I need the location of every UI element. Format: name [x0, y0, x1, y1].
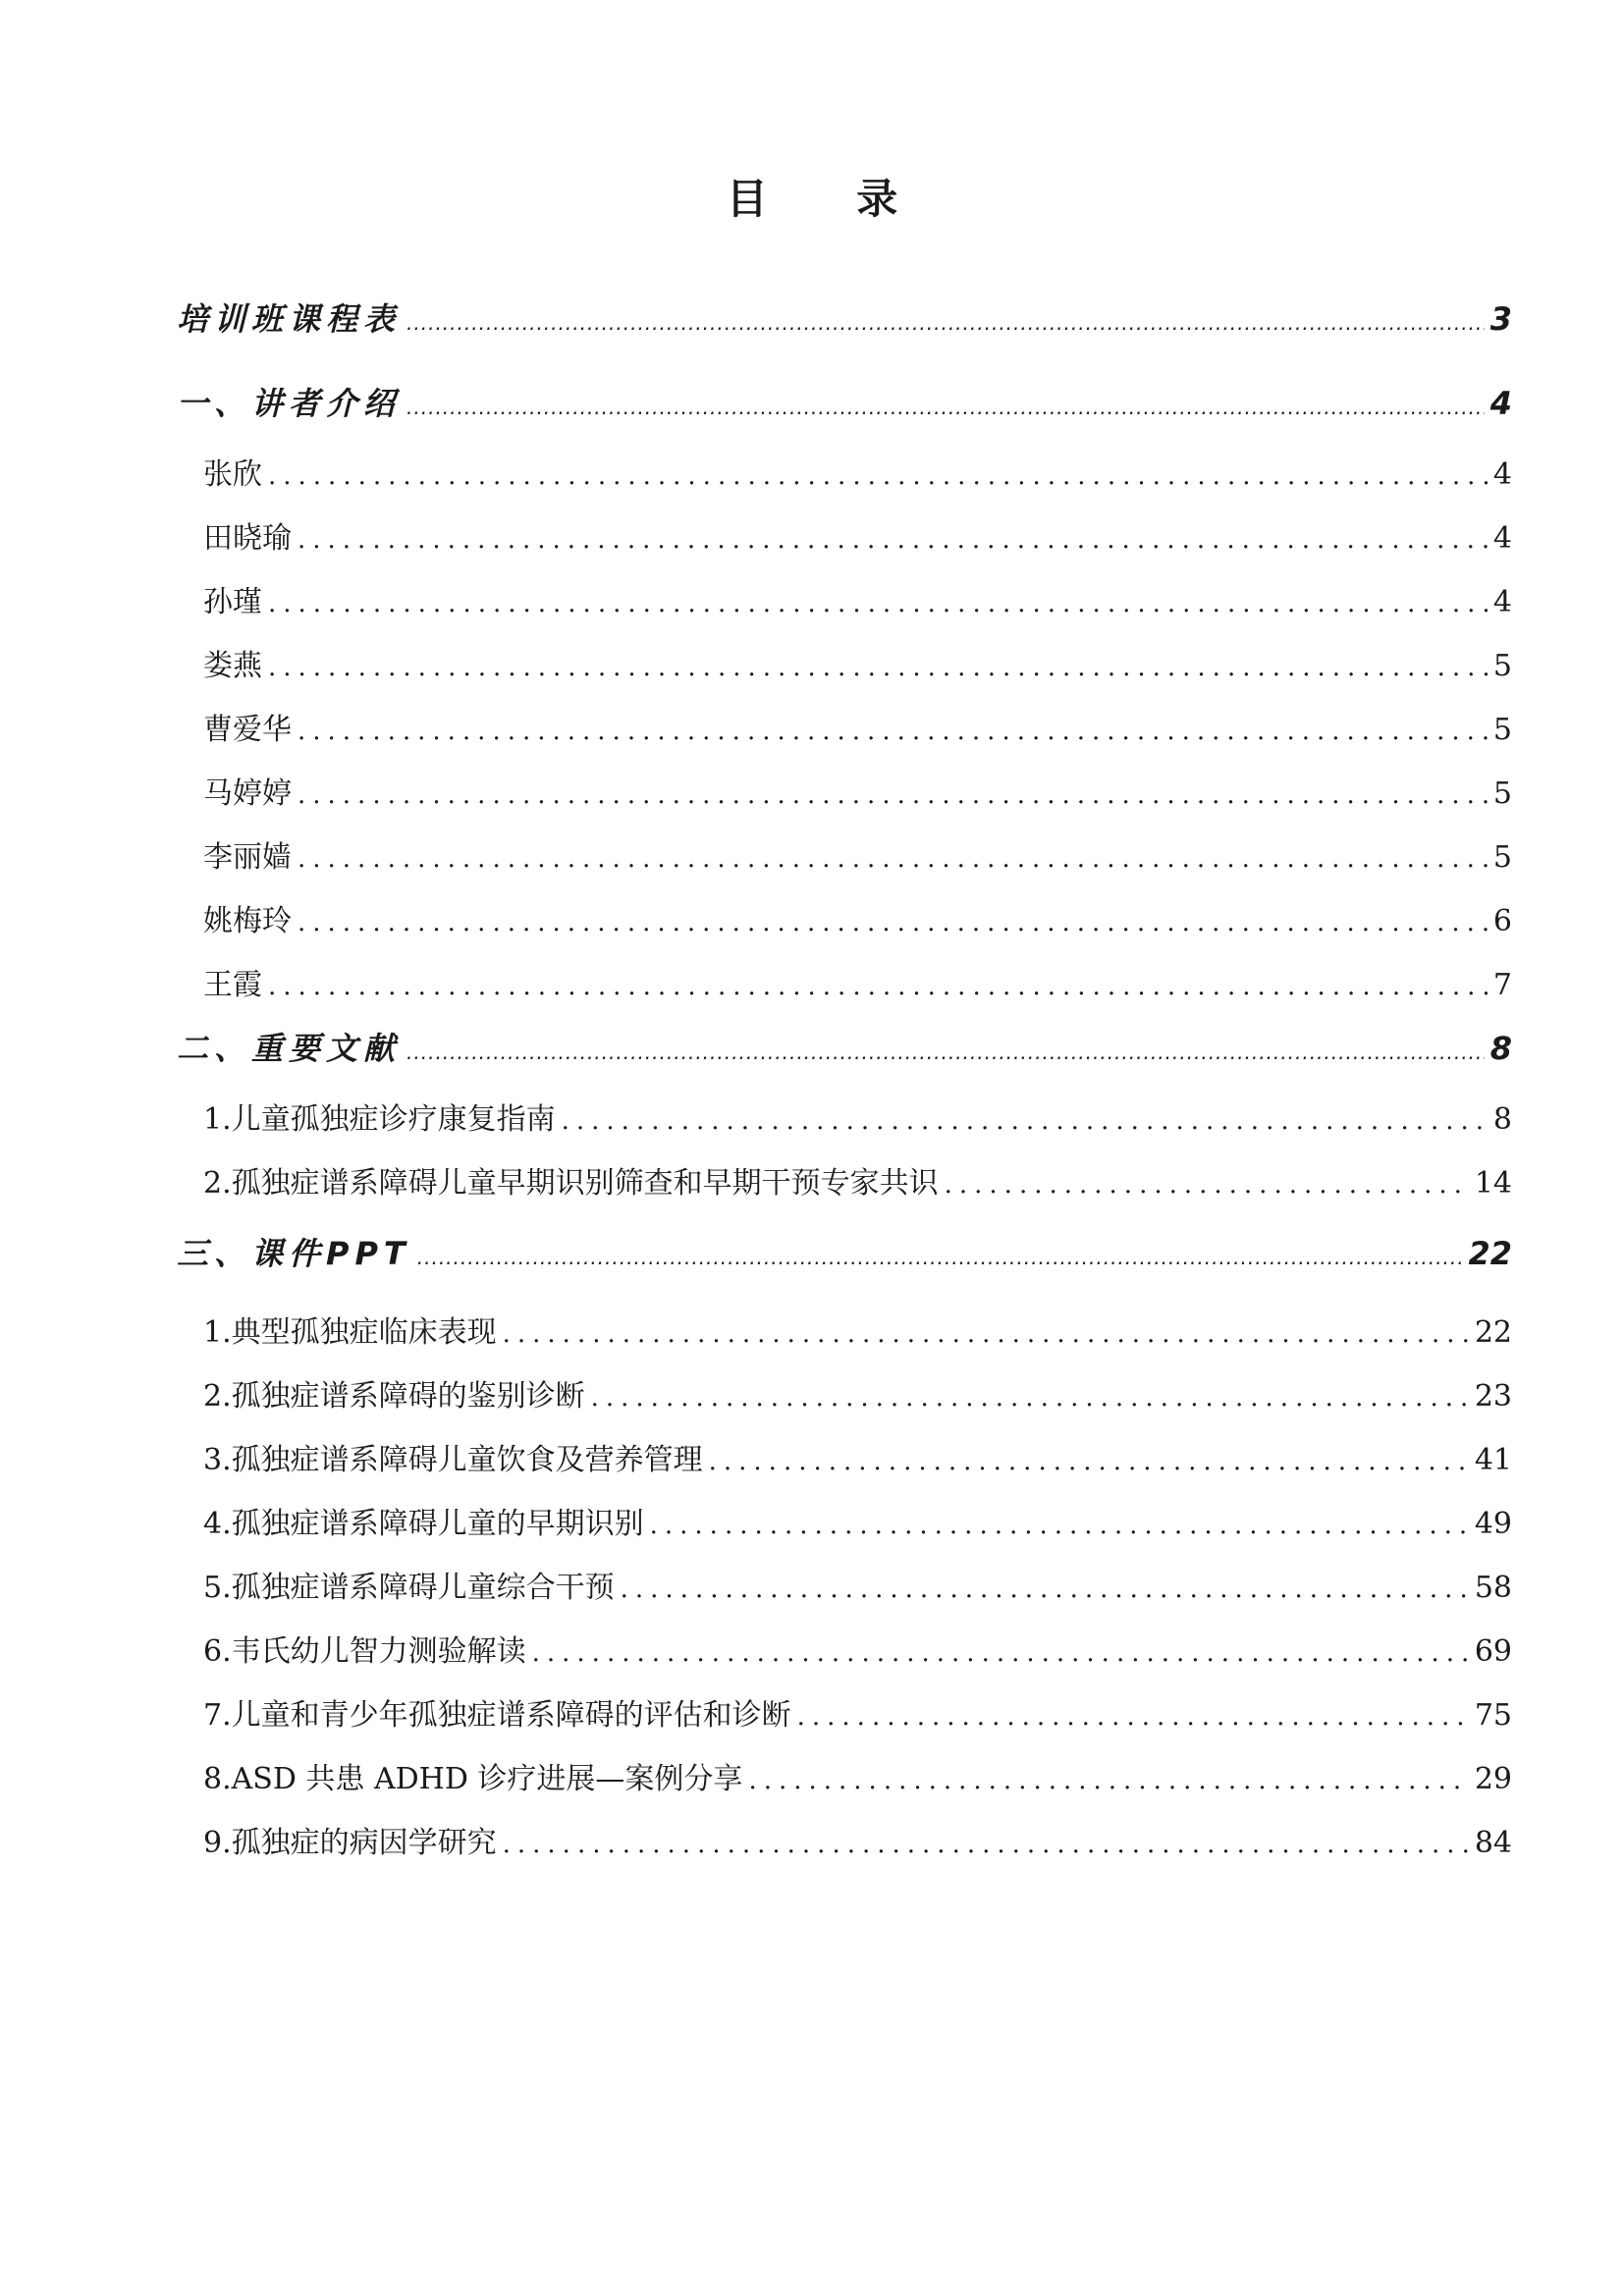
toc-leader-dots	[268, 589, 1488, 618]
toc-page-number: 41	[1474, 1443, 1512, 1477]
page-title: 目 录	[726, 175, 936, 223]
toc-entry-label: 4.孤独症谱系障碍儿童的早期识别	[203, 1507, 644, 1541]
toc-leader-dots	[268, 972, 1488, 1001]
toc-entry[interactable]	[177, 1158, 1512, 1229]
toc-page-number: 3	[1489, 300, 1512, 338]
toc-leader-dots	[503, 1830, 1469, 1859]
toc-leader-dots	[268, 653, 1488, 682]
toc-page-number: 4	[1492, 585, 1512, 619]
toc-entry[interactable]	[177, 1095, 1512, 1158]
toc-entry[interactable]	[177, 1627, 1512, 1690]
toc-page-number: 69	[1474, 1634, 1512, 1669]
toc-leader-dots	[650, 1511, 1469, 1540]
toc-entry-label: 曹爱华	[203, 713, 292, 747]
toc-page-number: 23	[1474, 1379, 1512, 1414]
toc-page-number: 8	[1492, 1102, 1512, 1137]
toc-entry[interactable]	[177, 832, 1512, 896]
toc-page-number: 6	[1492, 904, 1512, 938]
toc-entry-label: 2.孤独症谱系障碍儿童早期识别筛查和早期干预专家共识	[203, 1166, 939, 1201]
toc-entry-label: 田晓瑜	[203, 521, 292, 556]
toc-entry-label: 李丽嫱	[203, 840, 292, 875]
toc-entry[interactable]	[177, 1308, 1512, 1371]
toc-entry-label: 张欣	[203, 457, 262, 492]
toc-page-number: 5	[1492, 649, 1512, 683]
toc-entry[interactable]	[177, 1690, 1512, 1754]
toc-page-number: 4	[1492, 521, 1512, 556]
toc-section-label: 三、课件PPT	[177, 1235, 411, 1272]
toc-entry[interactable]	[177, 1435, 1512, 1499]
toc-section-label: 培训班课程表	[177, 300, 402, 338]
toc-section-label: 二、重要文献	[177, 1030, 402, 1067]
toc-page-number: 4	[1492, 457, 1512, 492]
toc-entry-label: 1.典型孤独症临床表现	[203, 1315, 497, 1350]
toc-entry[interactable]	[177, 1818, 1512, 1882]
toc-entry[interactable]	[177, 641, 1512, 705]
toc-section-slides[interactable]	[177, 1229, 1512, 1300]
toc-entry-label: 马婷婷	[203, 776, 292, 811]
toc-section-label: 一、讲者介绍	[177, 385, 402, 422]
toc-entry[interactable]	[177, 1563, 1512, 1627]
toc-leader-dots	[298, 780, 1488, 810]
toc-page-number: 29	[1474, 1762, 1512, 1796]
toc-entry[interactable]	[177, 1371, 1512, 1435]
toc-leader-dots	[621, 1575, 1469, 1604]
toc-leader-dots	[268, 461, 1488, 491]
toc-page-number: 5	[1492, 840, 1512, 875]
toc-entry[interactable]	[177, 960, 1512, 1024]
toc-entry[interactable]	[177, 769, 1512, 832]
toc-entry-label: 王霞	[203, 968, 262, 1002]
toc-entry-label: 孙瑾	[203, 585, 262, 619]
toc-leader-dots	[298, 844, 1488, 874]
toc-section-schedule[interactable]	[177, 294, 1512, 379]
toc-entry[interactable]	[177, 896, 1512, 960]
toc-leader-dots	[406, 396, 1485, 419]
toc-entry[interactable]	[177, 1499, 1512, 1563]
toc-leader-dots	[591, 1383, 1469, 1413]
toc-page-number: 22	[1468, 1235, 1512, 1272]
toc-page-number: 5	[1492, 713, 1512, 747]
toc-leader-dots	[503, 1319, 1469, 1349]
toc-entry-label: 1.儿童孤独症诊疗康复指南	[203, 1102, 556, 1137]
toc-page-number: 7	[1492, 968, 1512, 1002]
toc-page-number: 75	[1474, 1698, 1512, 1733]
toc-entry-label: 娄燕	[203, 649, 262, 683]
toc-leader-dots	[709, 1447, 1469, 1476]
toc-section-literature[interactable]	[177, 1024, 1512, 1095]
toc-section-speakers[interactable]	[177, 379, 1512, 450]
toc-entry-label: 姚梅玲	[203, 904, 292, 938]
toc-leader-dots	[406, 1041, 1485, 1064]
toc-page-number: 84	[1474, 1826, 1512, 1860]
toc-entry-label: 6.韦氏幼儿智力测验解读	[203, 1634, 526, 1669]
toc-page-number: 22	[1474, 1315, 1512, 1350]
toc-entry-label: 9.孤独症的病因学研究	[203, 1826, 497, 1860]
toc-page-number: 14	[1474, 1166, 1512, 1201]
toc-leader-dots	[406, 311, 1485, 335]
toc-leader-dots	[298, 908, 1488, 937]
toc-entry-label: 2.孤独症谱系障碍的鉴别诊断	[203, 1379, 585, 1414]
toc-leader-dots	[298, 525, 1488, 555]
toc-page-number: 58	[1474, 1571, 1512, 1605]
toc-page-number: 49	[1474, 1507, 1512, 1541]
toc-entry-label: 3.孤独症谱系障碍儿童饮食及营养管理	[203, 1443, 703, 1477]
toc-entry[interactable]	[177, 577, 1512, 641]
toc-entry-label: 5.孤独症谱系障碍儿童综合干预	[203, 1571, 615, 1605]
toc-leader-dots	[417, 1246, 1463, 1269]
toc-leader-dots	[748, 1766, 1468, 1795]
toc-page-number: 8	[1489, 1030, 1512, 1067]
toc-page-number: 5	[1492, 776, 1512, 811]
toc-entry-label: 8.ASD 共患 ADHD 诊疗进展—案例分享	[203, 1762, 743, 1796]
toc-entry[interactable]	[177, 513, 1512, 577]
table-of-contents	[177, 294, 1512, 1882]
toc-leader-dots	[797, 1702, 1469, 1732]
toc-entry-label: 7.儿童和青少年孤独症谱系障碍的评估和诊断	[203, 1698, 791, 1733]
toc-entry[interactable]	[177, 450, 1512, 513]
toc-leader-dots	[945, 1170, 1469, 1200]
toc-entry[interactable]	[177, 705, 1512, 769]
toc-leader-dots	[298, 717, 1488, 746]
toc-leader-dots	[562, 1106, 1488, 1136]
toc-entry[interactable]	[177, 1754, 1512, 1818]
toc-leader-dots	[532, 1638, 1469, 1668]
toc-page-number: 4	[1489, 385, 1512, 422]
